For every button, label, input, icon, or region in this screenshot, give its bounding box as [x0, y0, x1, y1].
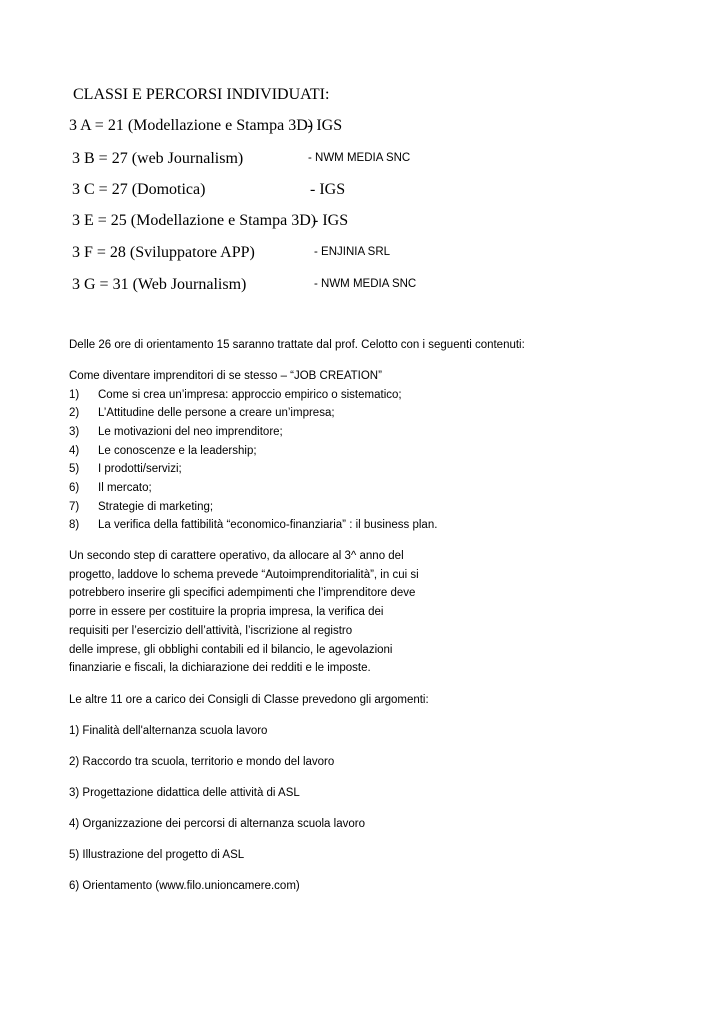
page-title: CLASSI E PERCORSI INDIVIDUATI:	[73, 86, 330, 103]
list-item: Come si crea un’impresa: approccio empirico o sistematico;	[98, 389, 402, 401]
class-label: 3 G = 31 (Web Journalism)	[72, 276, 247, 293]
other-hours-paragraph: Le altre 11 ore a carico dei Consigli di Classe prevedono gli argomenti:	[69, 694, 429, 706]
class-partner: - NWM MEDIA SNC	[314, 278, 417, 290]
topic-item: 2) Raccordo tra scuola, territorio e mondo del lavoro	[69, 756, 335, 768]
list-item-number: 8)	[69, 519, 80, 531]
list-item-number: 6)	[69, 482, 80, 494]
list-item: Strategie di marketing;	[98, 501, 214, 513]
list-item-number: 7)	[69, 501, 80, 513]
class-partner: - NWM MEDIA SNC	[308, 152, 411, 164]
list-item-number: 1)	[69, 389, 80, 401]
job-creation-heading: Come diventare imprenditori di se stesso – “JOB CREATION”	[69, 370, 382, 382]
paragraph-line: delle imprese, gli obblighi contabili ed il bilancio, le agevolazioni	[69, 644, 393, 656]
topic-item: 6) Orientamento (www.filo.unioncamere.com)	[69, 880, 300, 892]
list-item: L’Attitudine delle persone a creare un’impresa;	[98, 407, 335, 419]
topic-item: 5) Illustrazione del progetto di ASL	[69, 849, 245, 861]
list-item-number: 2)	[69, 407, 80, 419]
class-label: 3 B = 27 (web Journalism)	[72, 150, 244, 167]
list-item-number: 3)	[69, 426, 80, 438]
class-partner: - ENJINIA SRL	[314, 246, 391, 258]
paragraph-line: finanziarie e fiscali, la dichiarazione dei redditi e le imposte.	[69, 662, 371, 674]
class-label: 3 F = 28 (Sviluppatore APP)	[72, 244, 255, 261]
class-partner: - IGS	[310, 181, 346, 198]
list-item: Le conoscenze e la leadership;	[98, 445, 257, 457]
topic-item: 1) Finalità dell'alternanza scuola lavoro	[69, 725, 268, 737]
list-item-number: 4)	[69, 445, 80, 457]
paragraph-line: Un secondo step di carattere operativo, da allocare al 3^ anno del	[69, 550, 404, 562]
paragraph-line: porre in essere per costituire la propria impresa, la verifica dei	[69, 606, 384, 618]
paragraph-line: potrebbero inserire gli specifici adempimenti che l’imprenditore deve	[69, 587, 416, 599]
topic-item: 3) Progettazione didattica delle attività di ASL	[69, 787, 300, 799]
class-partner: - IGS	[307, 117, 343, 134]
list-item-number: 5)	[69, 463, 80, 475]
paragraph-line: progetto, laddove lo schema prevede “Autoimprenditorialità”, in cui si	[69, 569, 419, 581]
list-item: Il mercato;	[98, 482, 152, 494]
class-label: 3 E = 25 (Modellazione e Stampa 3D)	[72, 212, 317, 229]
list-item: Le motivazioni del neo imprenditore;	[98, 426, 283, 438]
list-item: I prodotti/servizi;	[98, 463, 182, 475]
class-label: 3 C = 27 (Domotica)	[72, 181, 206, 198]
topic-item: 4) Organizzazione dei percorsi di alternanza scuola lavoro	[69, 818, 365, 830]
intro-paragraph: Delle 26 ore di orientamento 15 saranno trattate dal prof. Celotto con i seguenti contenuti:	[69, 339, 525, 351]
paragraph-line: requisiti per l’esercizio dell’attività, l’iscrizione al registro	[69, 625, 353, 637]
list-item: La verifica della fattibilità “economico-finanziaria” : il business plan.	[98, 519, 438, 531]
class-partner: - IGS	[313, 212, 349, 229]
class-label: 3 A = 21 (Modellazione e Stampa 3D)	[69, 117, 314, 134]
